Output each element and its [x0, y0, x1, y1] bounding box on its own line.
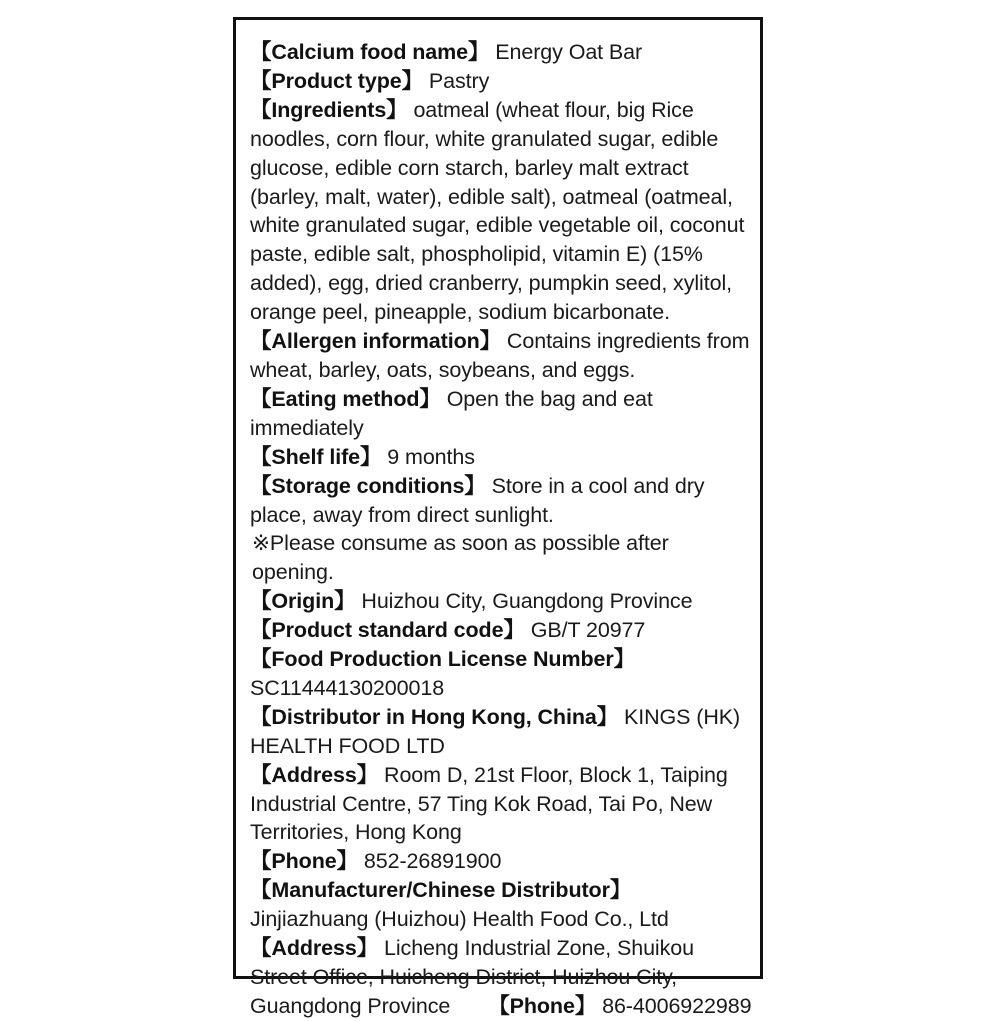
- allergen-field: [250, 327, 755, 385]
- hk-address-value: Room D, 21st Floor, Block 1, Taiping Industrial Centre, 57 Ting Kok Road, Tai Po, New Territories, Hong Kong: [250, 762, 728, 845]
- storage-value: Store in a cool and dry place, away from direct sunlight.: [250, 473, 705, 527]
- license-value: SC11444130200018: [250, 675, 445, 700]
- mfr-address-label: 【Address】: [250, 936, 379, 961]
- storage-note: ※Please consume as soon as possible after opening.: [252, 531, 669, 585]
- label-text-block: [250, 38, 755, 1021]
- shelf-life-field: [250, 443, 755, 472]
- origin-label: 【Origin】: [250, 589, 356, 614]
- ingredients-value: oatmeal (wheat flour, big Rice noodles, corn flour, white granulated sugar, edible glucose, edible corn starch, barley malt extract (barley, malt, water), edible salt), oatmeal (oatmeal, white granulated sugar, edible vegetable oil, coconut paste, edible salt, phospholipid, vitamin E) (15% added), egg, dried cranberry, pumpkin seed, xylitol, orange peel, pineapple, sodium bicarbonate.: [250, 97, 745, 325]
- mfr-address-value: Licheng Industrial Zone, Shuikou Street Office, Huicheng District, Huizhou City, Guangdong Province: [250, 936, 694, 1018]
- mfr-phone-value: 86-4006922989: [602, 993, 752, 1018]
- food-name-field: [250, 38, 755, 67]
- shelf-life-value: 9 months: [387, 444, 475, 469]
- manufacturer-field: [250, 876, 755, 934]
- license-label: 【Food Production License Number】: [250, 647, 636, 672]
- eating-method-label: 【Eating method】: [250, 386, 441, 411]
- manufacturer-label: 【Manufacturer/Chinese Distributor】: [250, 878, 632, 903]
- mfr-address-field: [250, 934, 755, 1021]
- hk-distributor-field: [250, 703, 755, 761]
- hk-phone-label: 【Phone】: [250, 849, 358, 874]
- standard-code-value: GB/T 20977: [530, 618, 646, 643]
- hk-address-label: 【Address】: [250, 762, 379, 787]
- origin-field: [250, 587, 755, 616]
- manufacturer-value: Jinjiazhuang (Huizhou) Health Food Co., Ltd: [250, 907, 669, 932]
- shelf-life-label: 【Shelf life】: [250, 444, 382, 469]
- license-field: [250, 645, 755, 703]
- hk-distributor-label: 【Distributor in Hong Kong, China】: [250, 704, 619, 729]
- allergen-label: 【Allergen information】: [250, 329, 502, 354]
- food-name-value: Energy Oat Bar: [495, 40, 643, 64]
- ingredients-field: [250, 96, 755, 327]
- hk-address-field: [250, 761, 755, 848]
- product-type-label: 【Product type】: [250, 68, 424, 93]
- allergen-value: Contains ingredients from wheat, barley, oats, soybeans, and eggs.: [250, 329, 750, 382]
- hk-phone-field: [250, 847, 755, 876]
- mfr-phone-label: 【Phone】: [488, 993, 597, 1018]
- product-type-value: Pastry: [428, 68, 490, 93]
- standard-code-field: [250, 616, 755, 645]
- eating-method-field: [250, 385, 755, 443]
- storage-field: [250, 472, 755, 530]
- food-name-label: 【Calcium food name】: [250, 40, 490, 64]
- product-label: [233, 17, 763, 1018]
- product-type-field: [250, 67, 755, 96]
- storage-label: 【Storage conditions】: [250, 473, 486, 498]
- eating-method-value: Open the bag and eat immediately: [250, 386, 653, 440]
- hk-distributor-value: KINGS (HK) HEALTH FOOD LTD: [250, 704, 741, 758]
- hk-phone-value: 852-26891900: [363, 849, 502, 874]
- ingredients-label: 【Ingredients】: [250, 97, 408, 122]
- standard-code-label: 【Product standard code】: [250, 618, 525, 643]
- origin-value: Huizhou City, Guangdong Province: [361, 589, 693, 614]
